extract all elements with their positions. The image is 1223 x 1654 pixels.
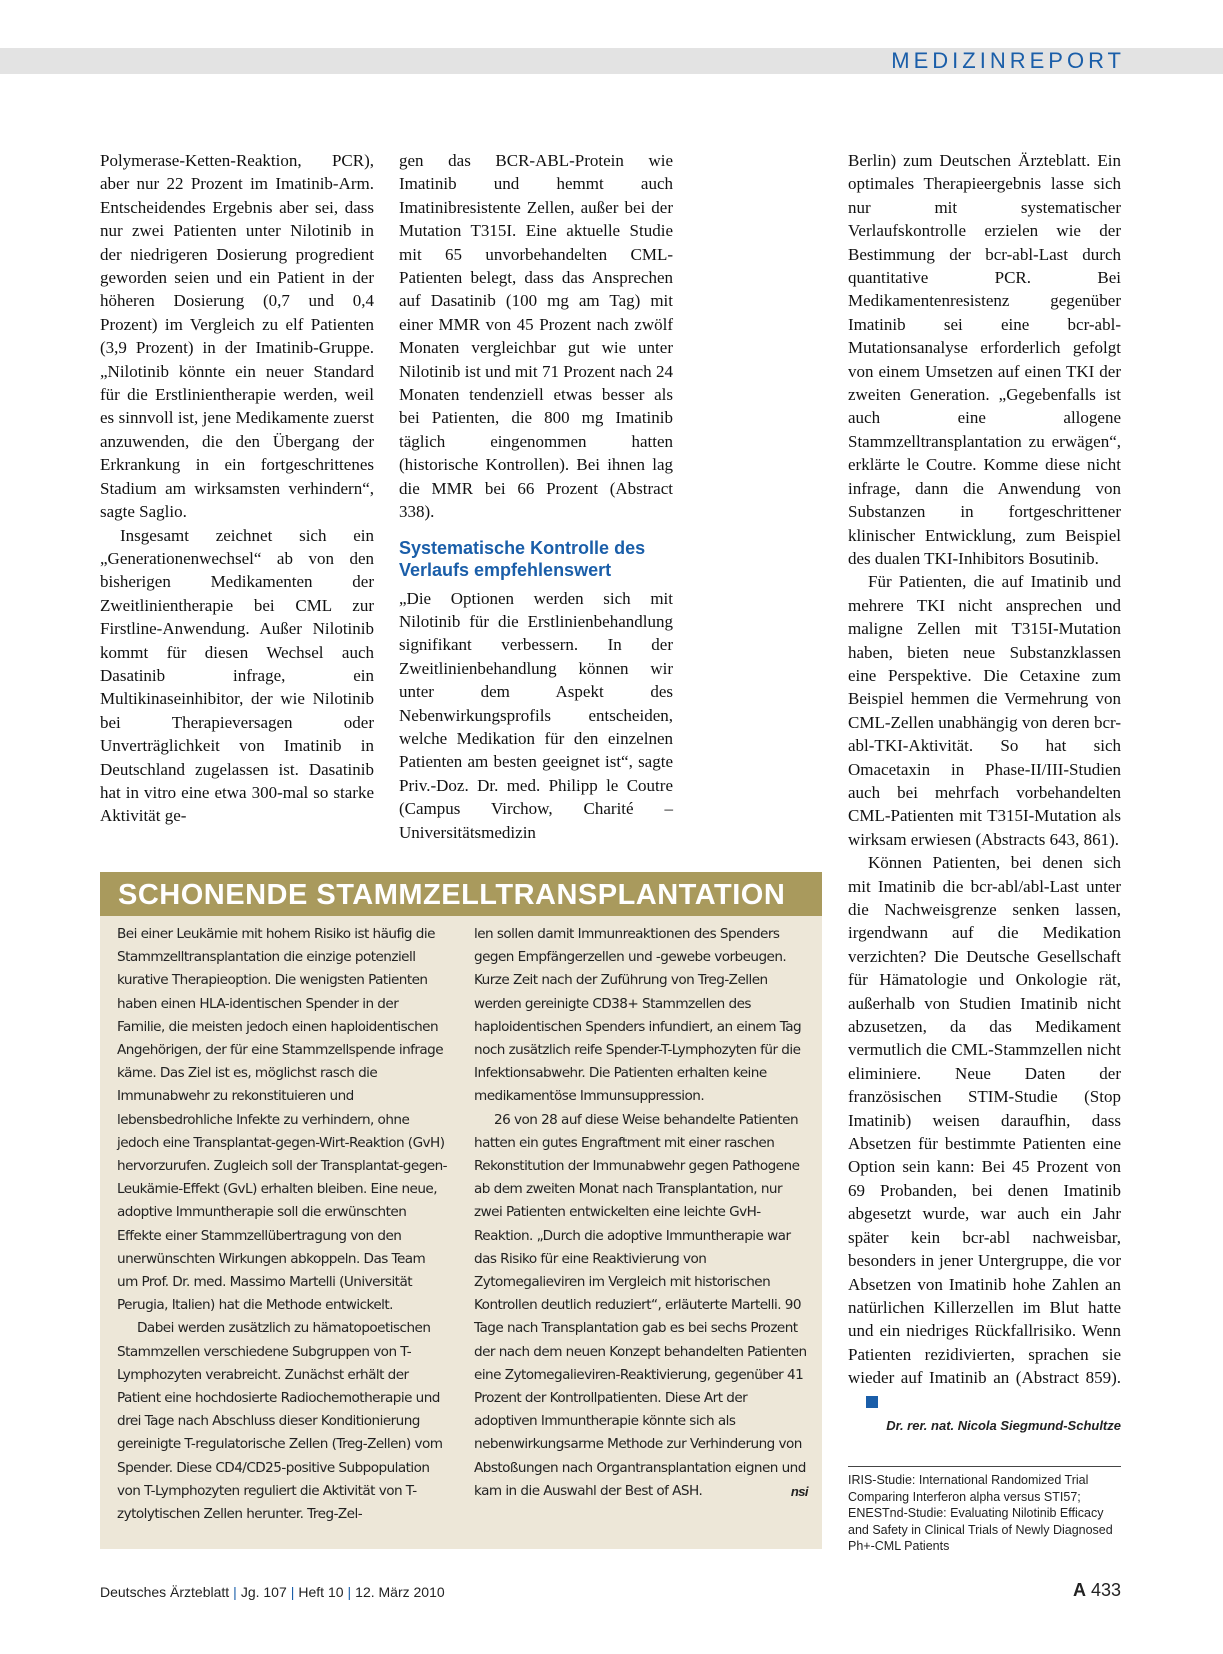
- paragraph: Berlin) zum Deutschen Ärzteblatt. Ein optimales Therapieergebnis lasse sich nur mit systematischer Verlaufskontrolle erzielen wie der Bestimmung der bcr-abl-Last durch quantitative PCR. Bei Medikamentenresistenz gegenüber Imatinib sei eine bcr-abl-Mutationsanalyse erforderlich gefolgt von einem Umsetzen auf einen TKI der zweiten Generation. „Gegebenfalls ist auch eine allogene Stammzelltransplantation zu erwägen“, erklärte le Coutre. Komme diese nicht infrage, dann die Anwendung von Substanzen in fortgeschrittener klinischer Entwicklung, zum Beispiel des dualen TKI-Inhibitors Bosutinib.: [848, 151, 1121, 568]
- paragraph: len sollen damit Immunreaktionen des Spenders gegen Empfängerzellen und -gewebe vorbeugen. Kurze Zeit nach der Zuführung von Treg-Zellen werden gereinigte CD38+ Stammzellen des haploidentischen Spenders infundiert, an einem Tag noch zusätzlich reife Spender-T-Lymphozyten für die Infektionsabwehr. Die Patienten erhalten keine medikamentöse Immunsuppression.: [474, 926, 802, 1105]
- article-column-1: [100, 149, 374, 828]
- journal-name: Deutsches Ärzteblatt: [100, 1584, 230, 1600]
- paragraph: Insgesamt zeichnet sich ein „Generationenwechsel“ ab von den bisherigen Medikamenten der Zweitlinientherapie bei CML zur Firstline-Anwendung. Außer Nilotinib kommt für diesen Wechsel auch Dasatinib infrage, ein Multikinaseinhibitor, der wie Nilotinib bei Therapieversagen oder Unverträglichkeit von Imatinib in Deutschland zugelassen ist. Dasatinib hat in vitro eine etwa 300-mal so starke Aktivität ge-: [100, 525, 374, 826]
- footnote-abbreviations: IRIS-Studie: International Randomized Trial Comparing Interferon alpha versus STI57; ENESTnd-Studie: Evaluating Nilotinib Efficacy and Safety in Clinical Trials of Newly Diagnosed Ph+-CML Patients: [848, 1473, 1113, 1554]
- sidebar-column-1: [117, 923, 447, 1526]
- paragraph-last: [848, 851, 1121, 1413]
- footer: [100, 1584, 445, 1600]
- subheading: Systematische Kontrolle des Verlaufs empfehlenswert: [399, 537, 646, 580]
- divider: [848, 1466, 1121, 1467]
- divider: |: [233, 1584, 237, 1600]
- page-number-value: 433: [1090, 1580, 1121, 1600]
- paragraph-text: 26 von 28 auf diese Weise behandelte Patienten hatten ein gutes Engraftment mit einer raschen Rekonstitution der Immunabwehr gegen Pathogene ab dem zweiten Monat nach Transplantation, nur zwei Patienten entwickelten eine leichte GvH-Reaktion. „Durch die adoptive Immuntherapie war das Risiko für eine Reaktivierung von Zytomegalieviren im Vergleich mit historischen Kontrollen deutlich reduziert“, erläuterte Martelli. 90 Tage nach Transplantation gab es bei sechs Prozent der nach dem neuen Konzept behandelten Patienten eine Zytomegalieviren-Reaktivierung, gegenüber 41 Prozent der Kontrollpatienten. Diese Art der adoptiven Immuntherapie könnte sich als nebenwirkungsarme Methode zur Verhinderung von Abstoßungen nach Organtransplantation eignen und kam in die Auswahl der Best of ASH.: [474, 1111, 807, 1499]
- divider: |: [290, 1584, 295, 1600]
- paragraph: „Die Optionen werden sich mit Nilotinib für die Erstlinienbehandlung signifikant verbessern. In der Zweitlinienbehandlung können wir unter dem Aspekt des Nebenwirkungsprofils entscheiden, welche Medikation für den einzelnen Patienten am besten geeignet ist“, sagte Priv.-Doz. Dr. med. Philipp le Coutre (Campus Virchow, Charité – Universitätsmedizin: [399, 588, 673, 842]
- divider: |: [347, 1584, 352, 1600]
- author-byline: Dr. rer. nat. Nicola Siegmund-Schultze: [886, 1418, 1121, 1433]
- issue: Heft 10: [298, 1584, 344, 1600]
- sidebar-box: [100, 916, 822, 1549]
- section-title: MEDIZINREPORT: [891, 48, 1125, 73]
- paragraph-last: [474, 1109, 808, 1503]
- end-of-article-square-icon: [866, 1396, 878, 1408]
- paragraph: gen das BCR-ABL-Protein wie Imatinib und hemmt auch Imatinibresistente Zellen, außer bei der Mutation T315I. Eine aktuelle Studie mit 65 unvorbehandelten CML-Patienten belegt, dass das Ansprechen auf Dasatinib (100 mg am Tag) mit einer MMR von 45 Prozent nach zwölf Monaten vergleichbar gut wie unter Nilotinib ist und mit 71 Prozent nach 24 Monaten tendenziell etwas besser als bei Patienten, die 800 mg Imatinib täglich eingenommen hatten (historische Kontrollen). Bei ihnen lag die MMR bei 66 Prozent (Abstract 338).: [399, 151, 673, 522]
- article-column-3: [848, 149, 1121, 1413]
- sidebar-column-2: [474, 923, 808, 1503]
- page-number: [1073, 1580, 1121, 1601]
- article-column-2: [399, 149, 673, 844]
- sidebar-box-title: SCHONENDE STAMMZELLTRANSPLANTATION: [118, 879, 786, 911]
- date: 12. März 2010: [355, 1584, 445, 1600]
- paragraph: Dabei werden zusätzlich zu hämatopoetischen Stammzellen verschiedene Subgruppen von T-Lymphozyten verabreicht. Zunächst erhält der Patient eine hochdosierte Radiochemotherapie und drei Tage nach Abschluss dieser Konditionierung gereinigte T-regulatorische Zellen (Treg-Zellen) vom Spender. Diese CD4/CD25-positive Subpopulation von T-Lymphozyten reguliert die Aktivität von T-zytolytischen Zellen herunter. Treg-Zel-: [117, 1320, 443, 1523]
- paragraph: Für Patienten, die auf Imatinib und mehrere TKI nicht ansprechen und maligne Zellen mit T315I-Mutation haben, bieten neue Substanzklassen eine Perspektive. Die Cetaxine zum Beispiel hemmen die Vermehrung von CML-Zellen unabhängig von deren bcr-abl-TKI-Aktivität. So hat sich Omacetaxin in Phase-II/III-Studien auch bei mehrfach vorbehandelten CML-Patienten mit T315I-Mutation als wirksam erwiesen (Abstracts 643, 861).: [848, 572, 1121, 849]
- page-prefix: A: [1072, 1580, 1086, 1600]
- signature: nsi: [790, 1483, 808, 1499]
- sidebar-box-header: [100, 872, 822, 916]
- paragraph-text: Können Patienten, bei denen sich mit Imatinib die bcr-abl/abl-Last unter die Nachweisgrenze senken lassen, irgendwann auf die Medikation verzichten? Die Deutsche Gesellschaft für Hämatologie und Onkologie rät, außerhalb von Studien Imatinib nicht abzusetzen, da das Medikament vermutlich die CML-Stammzellen nicht eliminiere. Neue Daten der französischen STIM-Studie (Stop Imatinib) weisen daraufhin, dass Absetzen für bestimmte Patienten eine Option sein kann: Bei 45 Prozent von 69 Probanden, bei denen Imatinib abgesetzt wurde, war auch ein Jahr später kein bcr-abl nachweisbar, besonders in jener Untergruppe, die vor Absetzen von Imatinib hohe Zahlen an natürlichen Killerzellen im Blut hatte und ein niedriges Rückfallrisiko. Wenn Patienten rezidivierten, sprachen sie wieder auf Imatinib an (Abstract 859).: [848, 853, 1121, 1388]
- volume: Jg. 107: [240, 1584, 287, 1600]
- paragraph: Polymerase-Ketten-Reaktion, PCR), aber nur 22 Prozent im Imatinib-Arm. Entscheidendes Ergebnis aber sei, dass nur zwei Patienten unter Nilotinib in der niedrigeren Dosierung progredient geworden seien und ein Patient in der höheren Dosierung (0,7 und 0,4 Prozent) im Vergleich zu elf Patienten (3,9 Prozent) in der Imatinib-Gruppe. „Nilotinib könnte ein neuer Standard für die Erstlinientherapie werden, weil es sinnvoll ist, jene Medikamente zuerst anzuwenden, die den Übergang der Erkrankung in ein fortgeschrittenes Stadium am wirksamsten verhindern“, sagte Saglio.: [100, 151, 374, 522]
- paragraph: Bei einer Leukämie mit hohem Risiko ist häufig die Stammzelltransplantation die einzige potenziell kurative Therapieoption. Die wenigsten Patienten haben einen HLA-identischen Spender in der Familie, die meisten jedoch einen haploidentischen Angehörigen, der für eine Stammzellspende infrage käme. Das Ziel ist es, möglichst rasch die Immunabwehr zu rekonstituieren und lebensbedrohliche Infekte zu verhindern, ohne jedoch eine Transplantat-gegen-Wirt-Reaktion (GvH) hervorzurufen. Zugleich soll der Transplantat-gegen-Leukämie-Effekt (GvL) erhalten bleiben. Eine neue, adoptive Immuntherapie soll die erwünschten Effekte einer Stammzellübertragung von den unerwünschten Wirkungen abkoppeln. Das Team um Prof. Dr. med. Massimo Martelli (Universität Perugia, Italien) hat die Methode entwickelt.: [117, 926, 448, 1314]
